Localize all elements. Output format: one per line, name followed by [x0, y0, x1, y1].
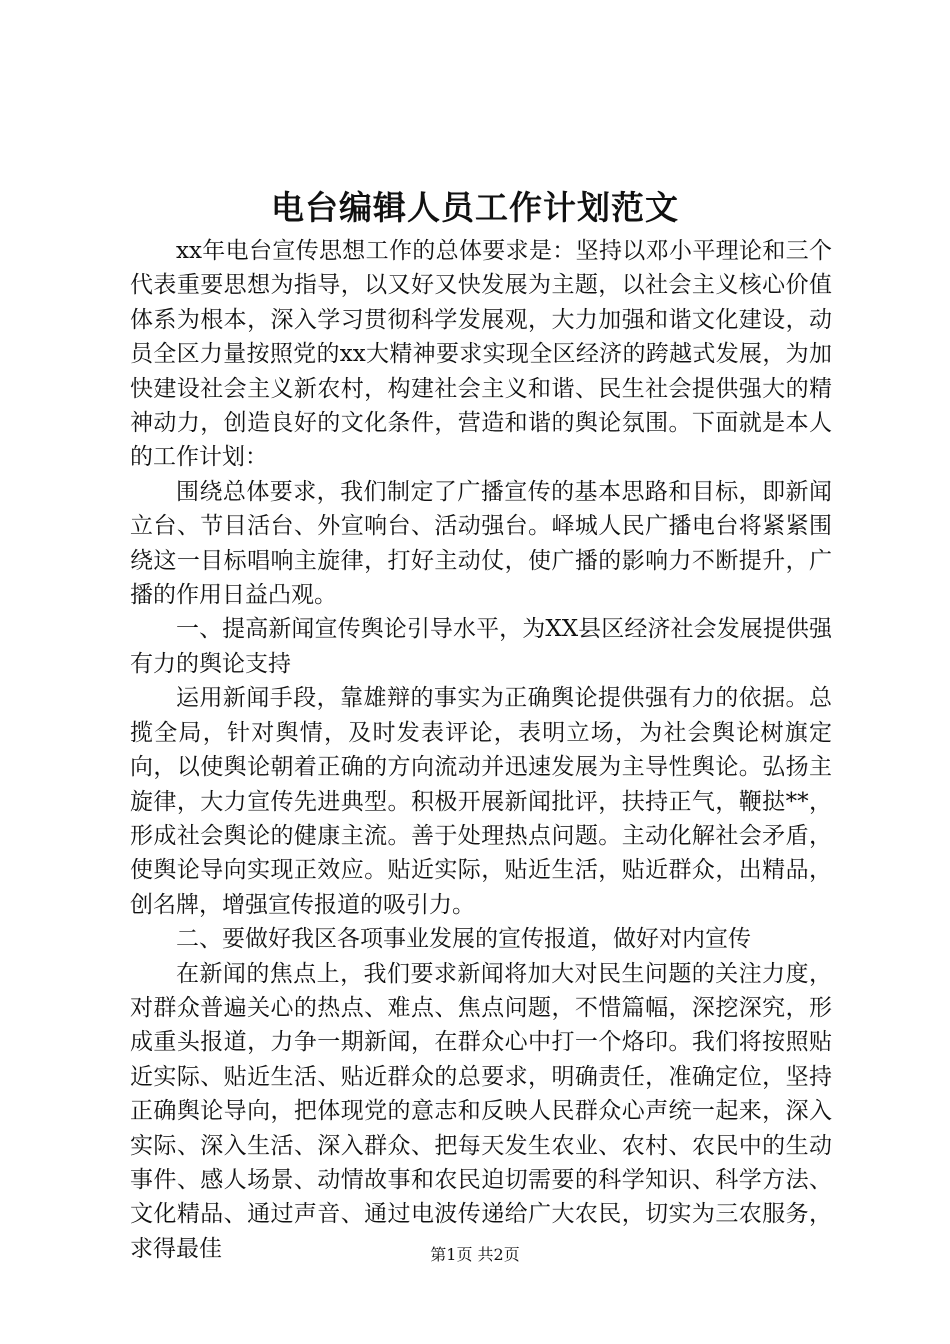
paragraph-section-1: 运用新闻手段，靠雄辩的事实为正确舆论提供强有力的依据。总揽全局，针对舆情，及时发表评论，表明立场，为社会舆论树旗定向，以使舆论朝着正确的方向流动并迅速发展为主导性舆论。弘扬主旋律，大力宣传先进典型。积极开展新闻批评，扶持正气，鞭挞**，形成社会舆论的健康主流。善于处理热点问题。主动化解社会矛盾，使舆论导向实现正效应。贴近实际，贴近生活，贴近群众，出精品，创名牌，增强宣传报道的吸引力。 — [130, 685, 832, 918]
page-footer: 第1页 共2页 — [430, 1245, 520, 1264]
section-heading-1: 一、提高新闻宣传舆论引导水平，为XX县区经济社会发展提供强有力的舆论支持 — [130, 616, 832, 677]
paragraph-intro: xx年电台宣传思想工作的总体要求是：坚持以邓小平理论和三个代表重要思想为指导，以又好又快发展为主题，以社会主义核心价值体系为根本，深入学习贯彻科学发展观，大力加强和谐文化建设，动员全区力量按照党的xx大精神要求实现全区经济的跨越式发展，为加快建设社会主义新农村，构建社会主义和谐、民生社会提供强大的精神动力，创造良好的文化条件，营造和谐的舆论氛围。下面就是本人的工作计划： — [130, 238, 832, 471]
document-body — [130, 234, 832, 1266]
document-title: 电台编辑人员工作计划范文 — [271, 188, 679, 227]
paragraph-goals: 围绕总体要求，我们制定了广播宣传的基本思路和目标，即新闻立台、节目活台、外宣响台、活动强台。峄城人民广播电台将紧紧围绕这一目标唱响主旋律，打好主动仗，使广播的影响力不断提升，广播的作用日益凸观。 — [130, 478, 832, 609]
paragraph-section-2: 在新闻的焦点上，我们要求新闻将加大对民生问题的关注力度，对群众普遍关心的热点、难点、焦点问题，不惜篇幅，深挖深究，形成重头报道，力争一期新闻，在群众心中打一个烙印。我们将按照贴近实际、贴近生活、贴近群众的总要求，明确责任，准确定位，坚持正确舆论导向，把体现党的意志和反映人民群众心声统一起来，深入实际、深入生活、深入群众、把每天发生农业、农村、农民中的生动事件、感人场景、动情故事和农民迫切需要的科学知识、科学方法、文化精品、通过声音、通过电波传递给广大农民，切实为三农服务，求得最佳 — [130, 960, 832, 1262]
section-heading-2: 二、要做好我区各项事业发展的宣传报道，做好对内宣传 — [176, 926, 751, 953]
